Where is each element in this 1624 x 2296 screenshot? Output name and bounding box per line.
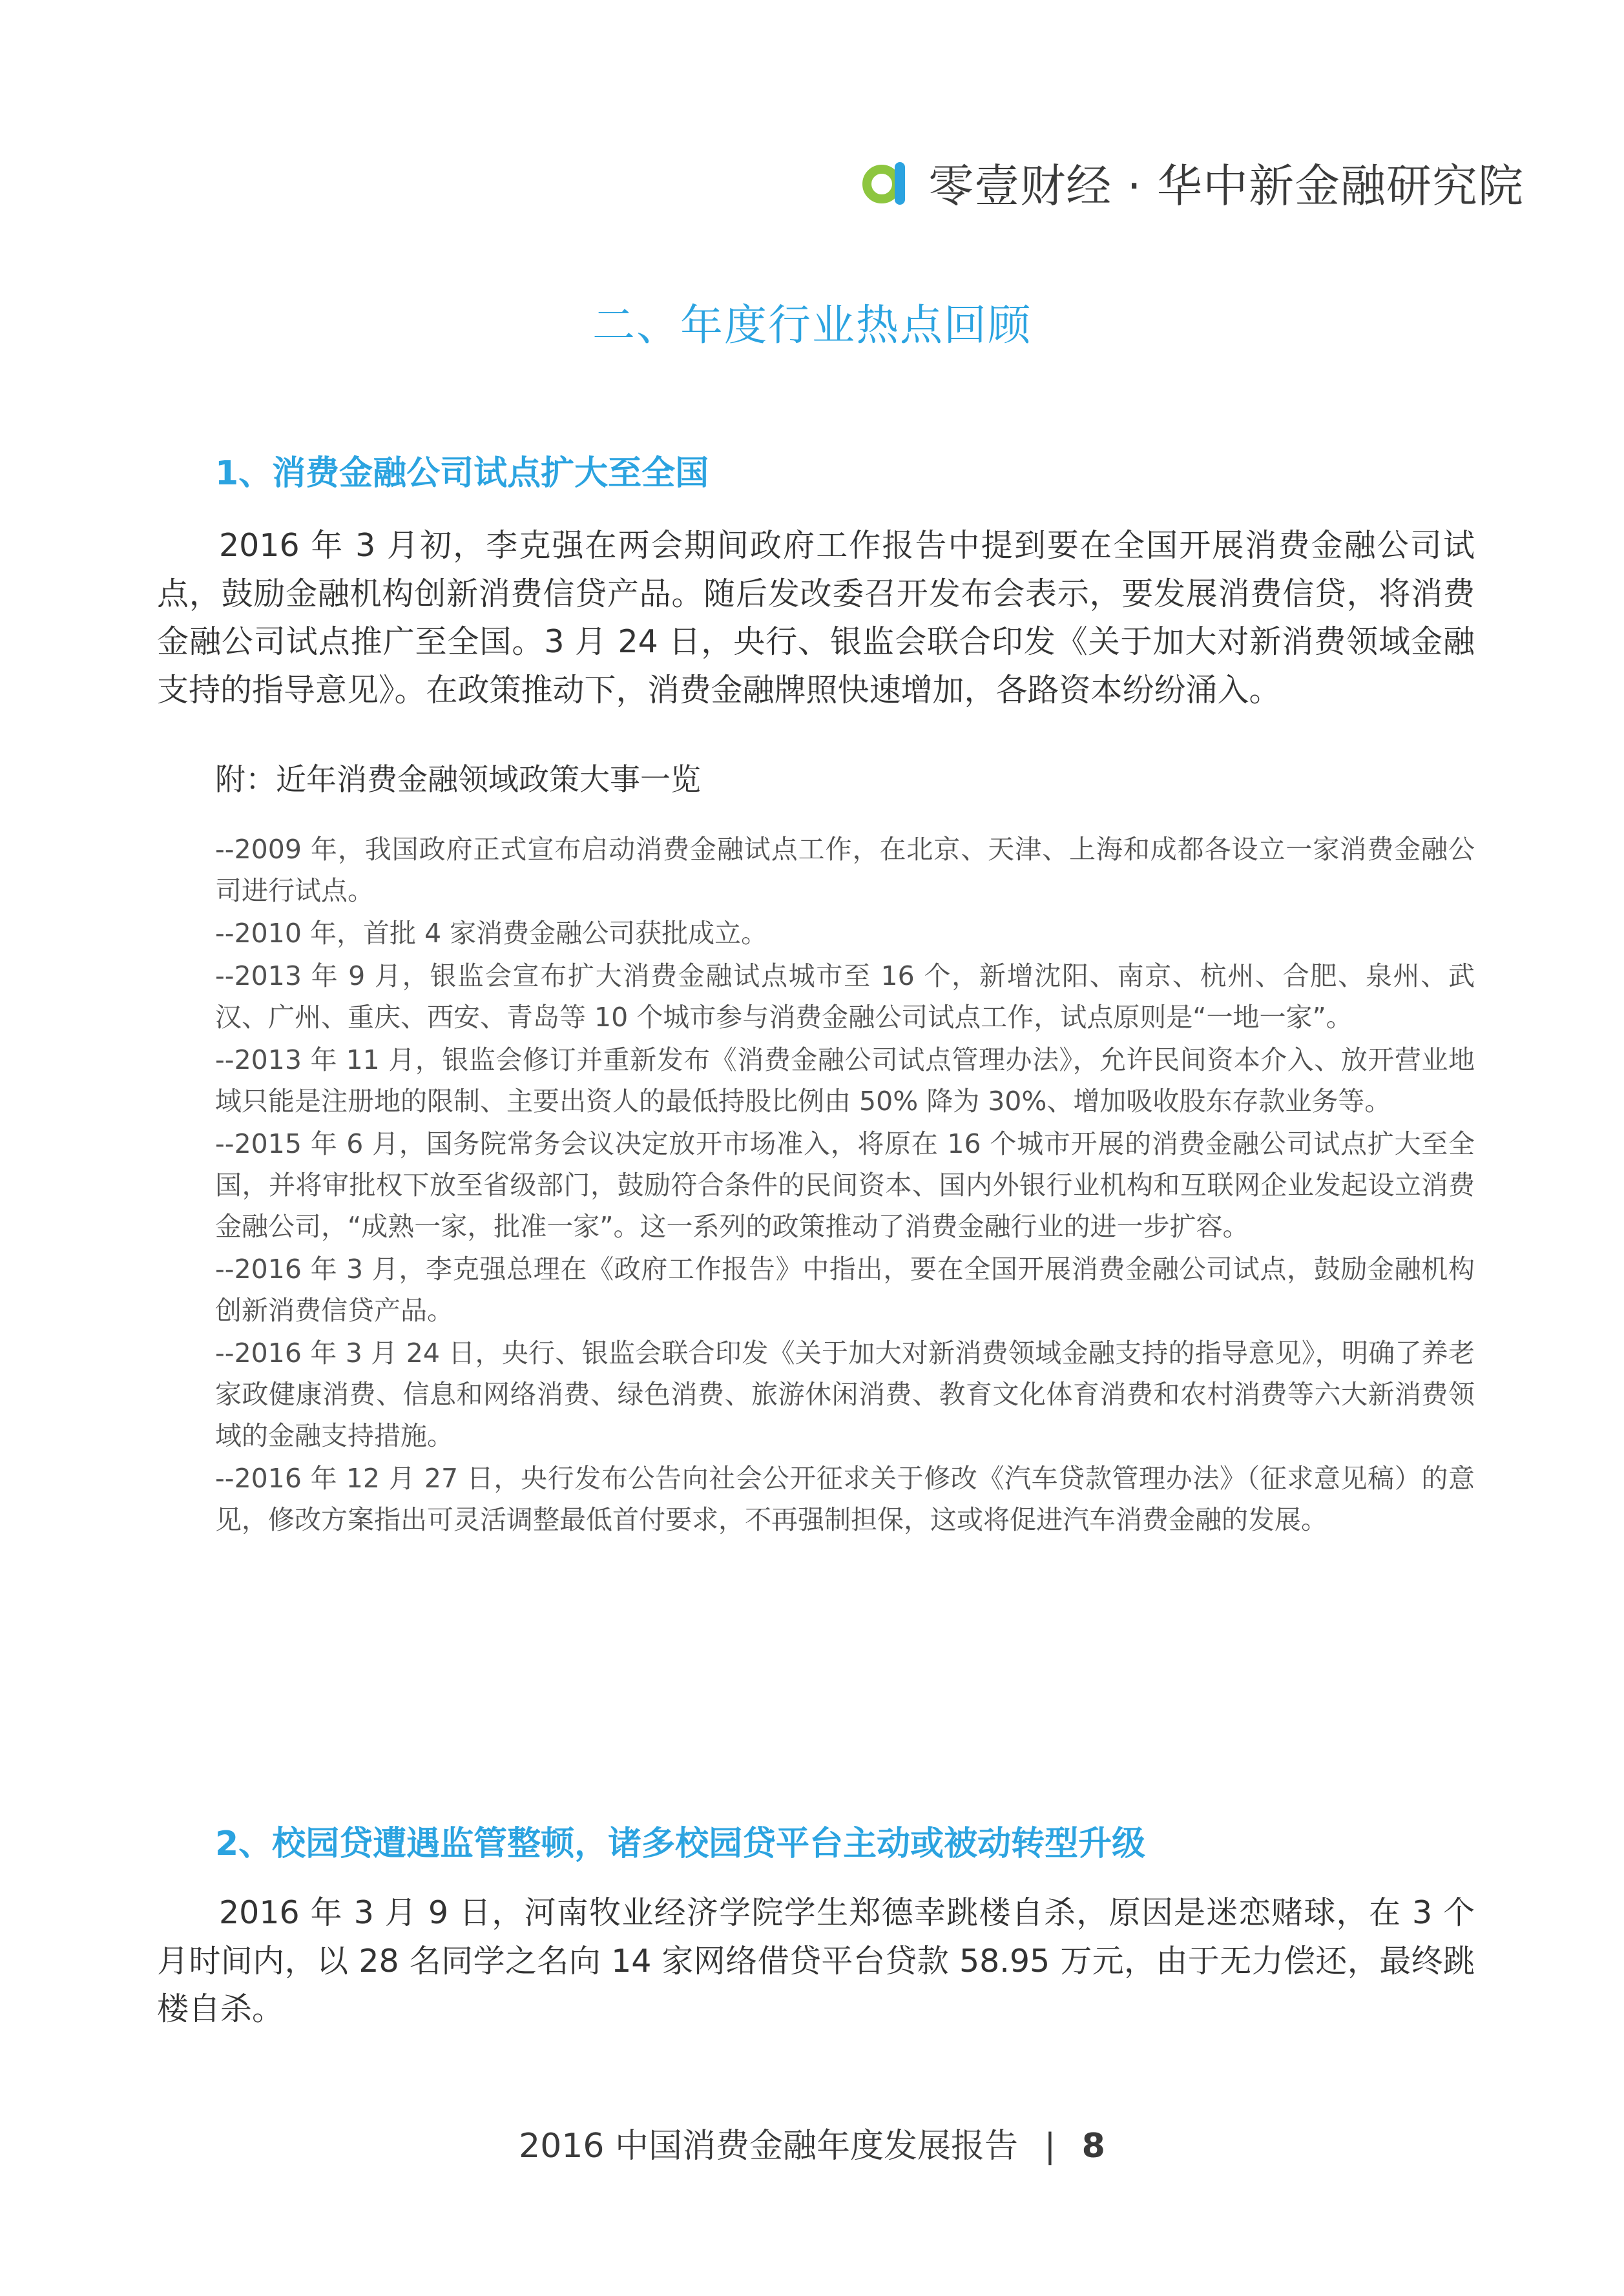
body-paragraph-2: 2016 年 3 月 9 日，河南牧业经济学院学生郑德幸跳楼自杀，原因是迷恋赌球，在 3 个月时间内，以 28 名同学之名向 14 家网络借贷平台贷款 58.95 万元，由于无力偿还，最终跳楼自杀。 (157, 1894, 1475, 2027)
policy-item: --2010 年，首批 4 家消费金融公司获批成立。 (215, 918, 768, 949)
policy-timeline-list (215, 829, 1475, 1542)
policy-item: --2013 年 11 月，银监会修订并重新发布《消费金融公司试点管理办法》，允许民间资本介入、放开营业地域只能是注册地的限制、主要出资人的最低持股比例由 50% 降为 30%、增加吸收股东存款业务等。 (215, 1044, 1475, 1117)
page-header (860, 150, 1524, 215)
appendix-title: 附：近年消费金融领域政策大事一览 (215, 762, 701, 798)
policy-item: --2016 年 12 月 27 日，央行发布公告向社会公开征求关于修改《汽车贷款管理办法》（征求意见稿）的意见，修改方案指出可灵活调整最低首付要求，不再强制担保，这或将促进汽车消费金融的发展。 (215, 1463, 1475, 1535)
subsection-heading-1: 1、消费金融公司试点扩大至全国 (215, 454, 709, 493)
page-number: 8 (1081, 2127, 1105, 2166)
body-paragraph-1: 2016 年 3 月初，李克强在两会期间政府工作报告中提到要在全国开展消费金融公司试点，鼓励金融机构创新消费信贷产品。随后发改委召开发布会表示，要发展消费信贷，将消费金融公司试点推广至全国。3 月 24 日，央行、银监会联合印发《关于加大对新消费领域金融支持的指导意见》。在政策推动下，消费金融牌照快速增加，各路资本纷纷涌入。 (157, 527, 1475, 708)
page-footer (0, 2118, 1624, 2167)
policy-item: --2016 年 3 月，李克强总理在《政府工作报告》中指出，要在全国开展消费金融公司试点，鼓励金融机构创新消费信贷产品。 (215, 1254, 1475, 1326)
policy-item: --2015 年 6 月，国务院常务会议决定放开市场准入，将原在 16 个城市开展的消费金融公司试点扩大至全国，并将审批权下放至省级部门，鼓励符合条件的民间资本、国内外银行业机构和互联网企业发起设立消费金融公司，“成熟一家，批准一家”。这一系列的政策推动了消费金融行业的进一步扩容。 (215, 1128, 1475, 1242)
footer-separator: | (1044, 2127, 1056, 2166)
policy-item: --2009 年，我国政府正式宣布启动消费金融试点工作，在北京、天津、上海和成都各设立一家消费金融公司进行试点。 (215, 834, 1475, 906)
policy-item: --2013 年 9 月，银监会宣布扩大消费金融试点城市至 16 个，新增沈阳、南京、杭州、合肥、泉州、武汉、广州、重庆、西安、青岛等 10 个城市参与消费金融公司试点工作，试点原则是“一地一家”。 (215, 960, 1475, 1033)
policy-item: --2016 年 3 月 24 日，央行、银监会联合印发《关于加大对新消费领域金融支持的指导意见》，明确了养老家政健康消费、信息和网络消费、绿色消费、旅游休闲消费、教育文化体育消费和农村消费等六大新消费领域的金融支持措施。 (215, 1338, 1475, 1451)
subsection-heading-2: 2、校园贷遭遇监管整顿，诸多校园贷平台主动或被动转型升级 (215, 1825, 1146, 1863)
section-title: 二、年度行业热点回顾 (592, 300, 1032, 350)
report-title: 2016 中国消费金融年度发展报告 (519, 2127, 1019, 2166)
brand-name: 零壹财经 · 华中新金融研究院 (928, 160, 1524, 212)
brand-logo-icon (860, 157, 911, 209)
